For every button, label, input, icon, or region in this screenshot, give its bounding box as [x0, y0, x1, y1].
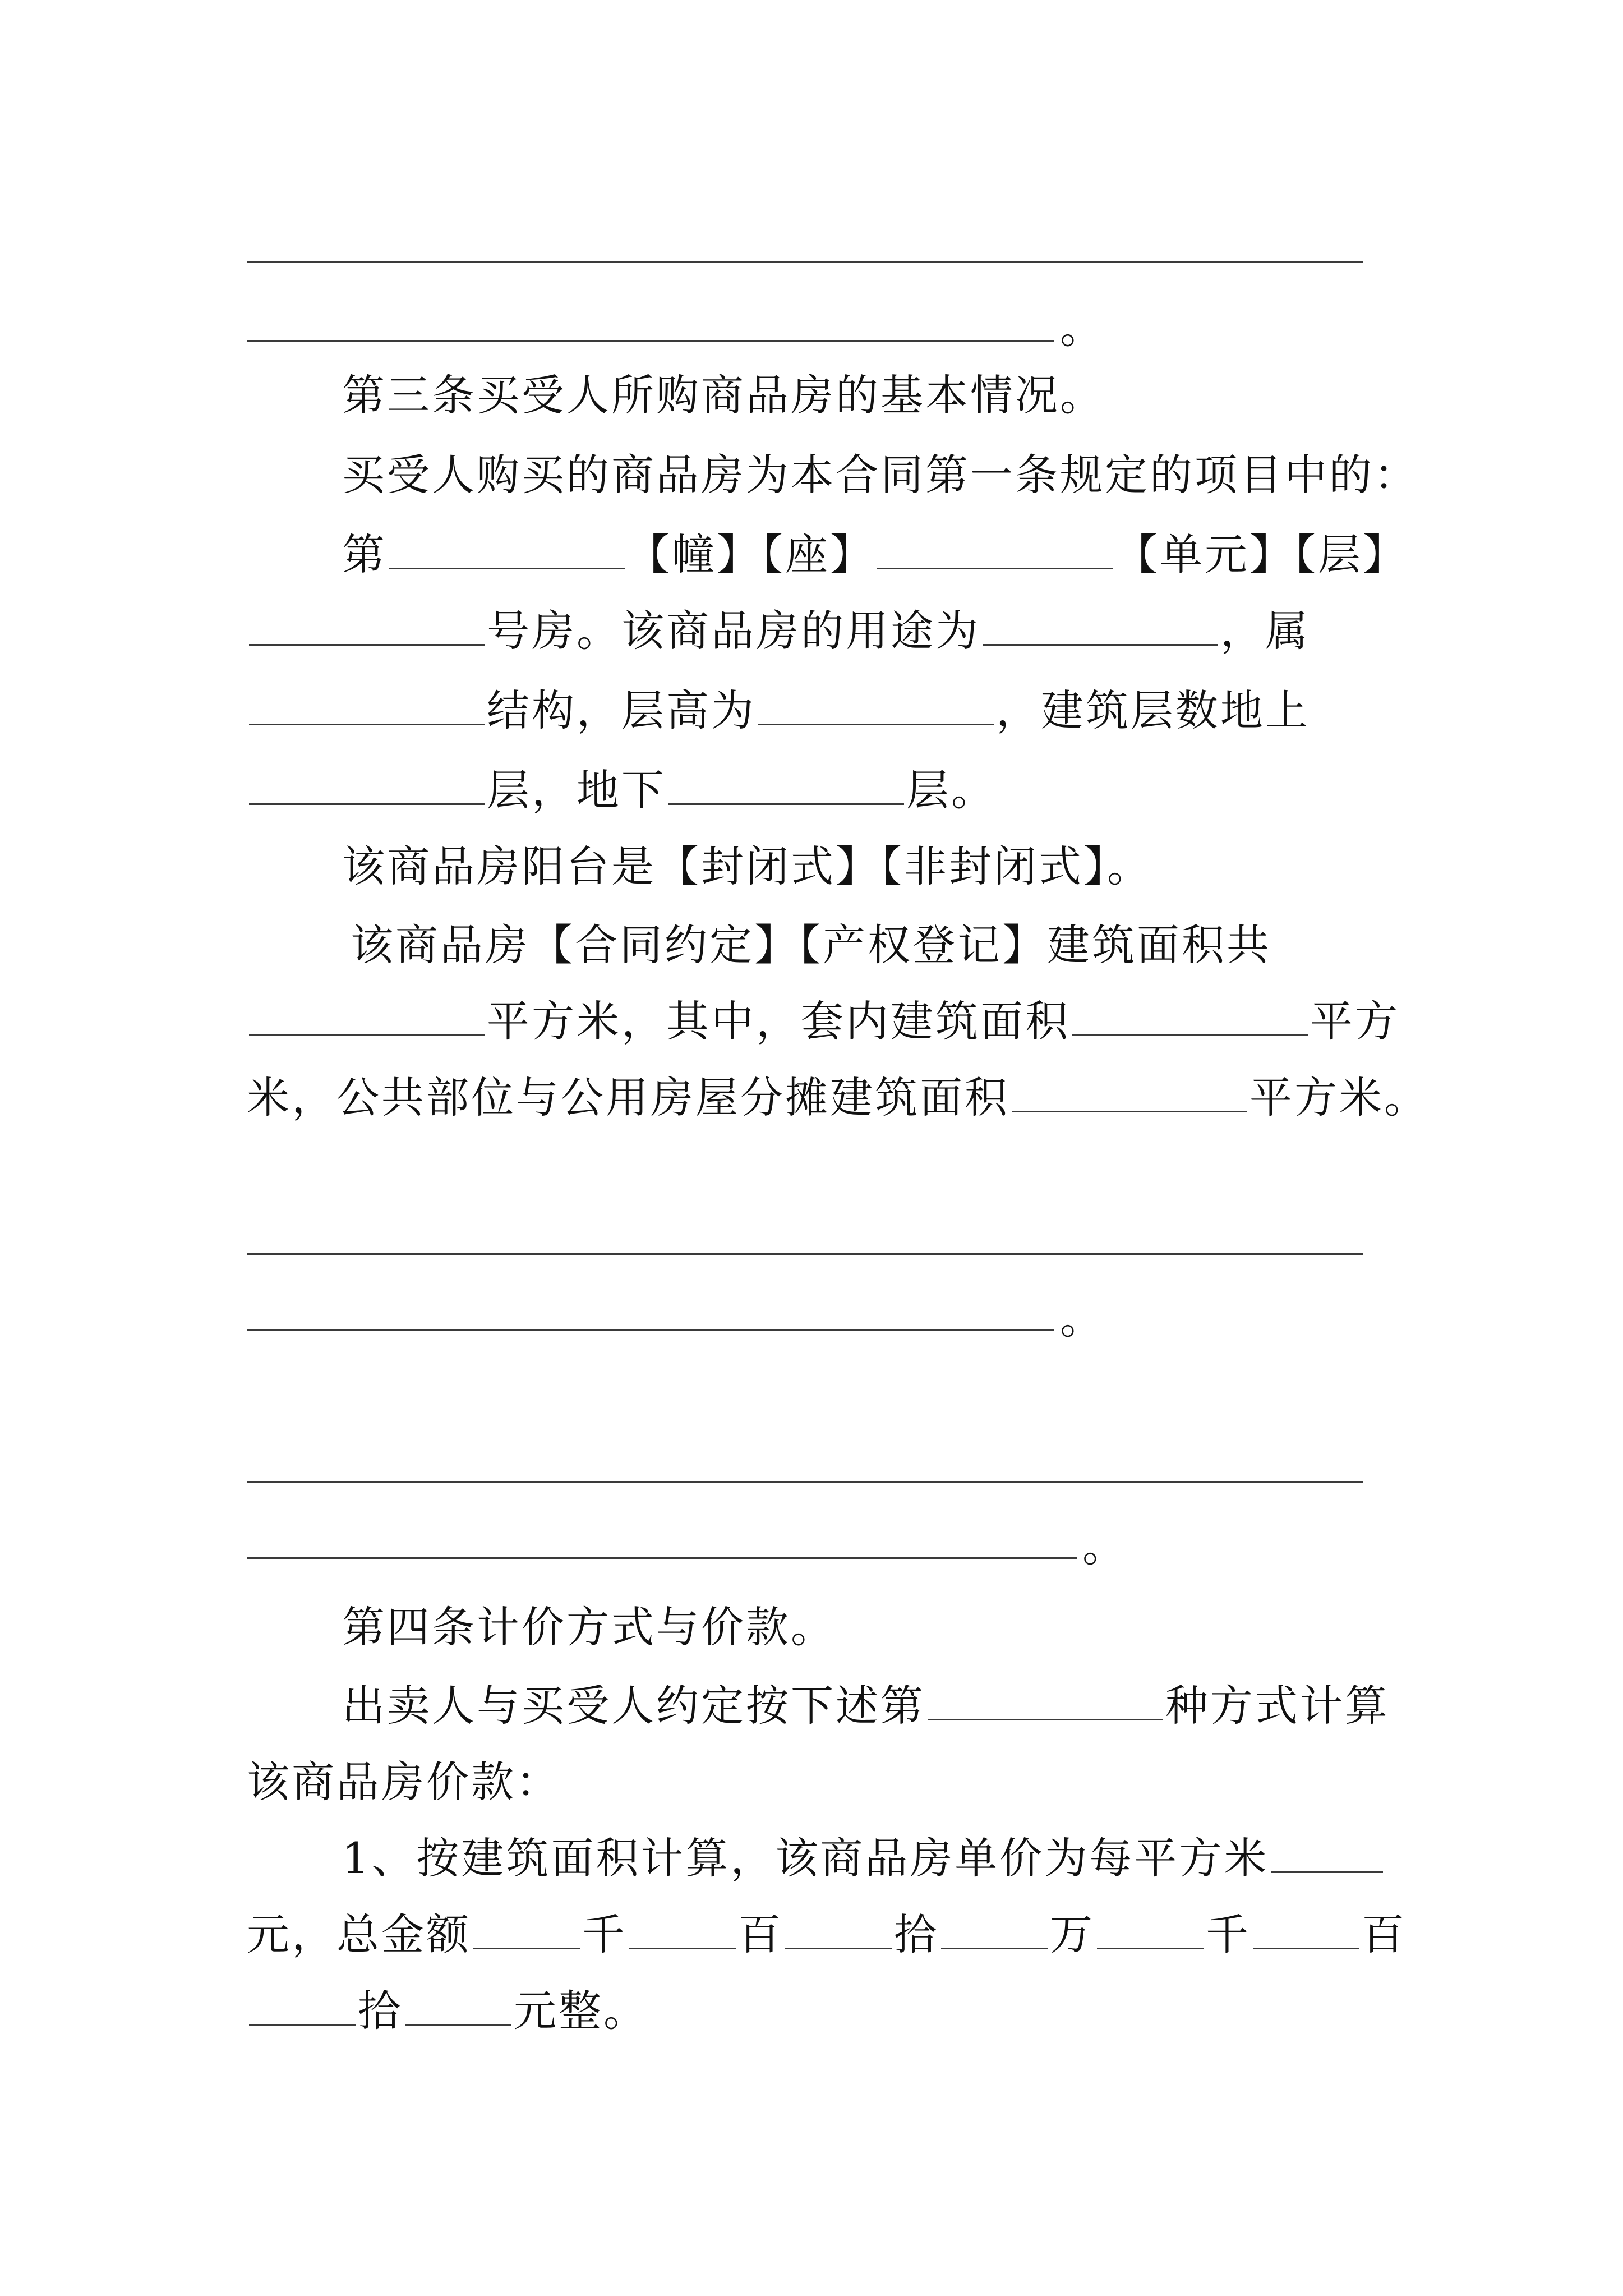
text-segment: 层，地下 [487, 765, 666, 815]
fill-rule [247, 261, 1363, 263]
unit-label: 百 [738, 1910, 783, 1959]
fill-rule [247, 1481, 1363, 1483]
end-mark: 。 [1060, 303, 1103, 353]
article-3-building-line [342, 530, 1408, 580]
article-3-intro: 买受人购买的商品房为本合同第一条规定的项目中的： [342, 450, 1419, 500]
text-segment: 【单元】【层】 [1115, 530, 1408, 579]
article-4-intro-cont: 该商品房价款： [247, 1757, 561, 1807]
room-number-blank[interactable] [249, 606, 485, 646]
total-amount-line [247, 1910, 1407, 1960]
fill-rule [247, 1557, 1077, 1559]
unit-label: 千 [582, 1910, 627, 1959]
amount-blank[interactable] [785, 1910, 892, 1949]
article-4-intro [342, 1681, 1390, 1731]
text-segment: 1、按建筑面积计算，该商品房单价为每平方米 [342, 1833, 1269, 1883]
unit-label: 拾 [894, 1910, 939, 1959]
amount-blank[interactable] [473, 1910, 580, 1949]
text-segment: 平方 [1310, 996, 1400, 1046]
text-segment: ，属 [1220, 606, 1310, 656]
floor-height-blank[interactable] [758, 685, 994, 725]
amount-blank[interactable] [1097, 1910, 1204, 1949]
unit-label: 拾 [358, 1986, 403, 2036]
total-amount-line-2 [247, 1986, 648, 2036]
text-segment: 平方米，其中，套内建筑面积 [487, 996, 1070, 1046]
article-3-floors-line [247, 765, 996, 816]
amount-blank[interactable] [405, 1986, 511, 2026]
structure-blank[interactable] [249, 685, 485, 725]
article-4-heading: 第四条计价方式与价款。 [342, 1602, 836, 1652]
amount-blank[interactable] [629, 1910, 736, 1949]
unit-label: 万 [1050, 1910, 1095, 1959]
unit-floor-blank[interactable] [877, 530, 1113, 569]
text-segment: 米，公共部位与公用房屋分摊建筑面积 [247, 1073, 1009, 1122]
article-3-room-line [247, 606, 1310, 656]
text-segment: 元，总金额 [247, 1910, 471, 1959]
article-3-heading: 第三条买受人所购商品房的基本情况。 [342, 370, 1105, 420]
text-segment: 出卖人与买受人约定按下述第 [342, 1681, 925, 1731]
text-segment: 第 [342, 530, 387, 579]
area-line-2 [247, 996, 1400, 1047]
amount-blank[interactable] [1253, 1910, 1359, 1949]
text-segment: 号房。该商品房的用途为 [487, 606, 980, 656]
end-mark: 。 [1082, 1521, 1125, 1571]
unit-label: 千 [1206, 1910, 1251, 1959]
method-1-line [342, 1833, 1385, 1884]
amount-blank[interactable] [249, 1986, 356, 2026]
area-line-3 [247, 1073, 1429, 1123]
inner-area-blank[interactable] [1072, 996, 1308, 1036]
text-segment: 结构，层高为 [487, 685, 756, 735]
usage-blank[interactable] [983, 606, 1218, 646]
fill-rule [247, 1253, 1363, 1255]
floors-below-blank[interactable] [668, 765, 904, 805]
fill-rule [247, 1329, 1054, 1331]
text-segment: 【幢】【座】 [627, 530, 875, 579]
method-number-blank[interactable] [928, 1681, 1163, 1720]
shared-area-blank[interactable] [1012, 1073, 1247, 1112]
balcony-line: 该商品房阳台是【封闭式】【非封闭式】。 [342, 841, 1152, 891]
building-number-blank[interactable] [389, 530, 625, 569]
unit-label: 百 [1362, 1910, 1407, 1959]
text-segment: 层。 [906, 765, 996, 815]
floors-above-blank[interactable] [249, 765, 485, 805]
total-area-blank[interactable] [249, 996, 485, 1036]
text-segment: 平方米。 [1249, 1073, 1429, 1122]
text-segment: ，建筑层数地上 [996, 685, 1310, 735]
text-segment: 种方式计算 [1165, 1681, 1390, 1731]
fill-rule [247, 340, 1054, 342]
area-line-1: 该商品房【合同约定】【产权登记】建筑面积共 [351, 920, 1271, 970]
unit-label: 元整。 [514, 1986, 648, 2036]
unit-price-blank[interactable] [1271, 1833, 1383, 1873]
article-3-structure-line [247, 685, 1310, 736]
end-mark: 。 [1060, 1294, 1103, 1343]
amount-blank[interactable] [941, 1910, 1048, 1949]
